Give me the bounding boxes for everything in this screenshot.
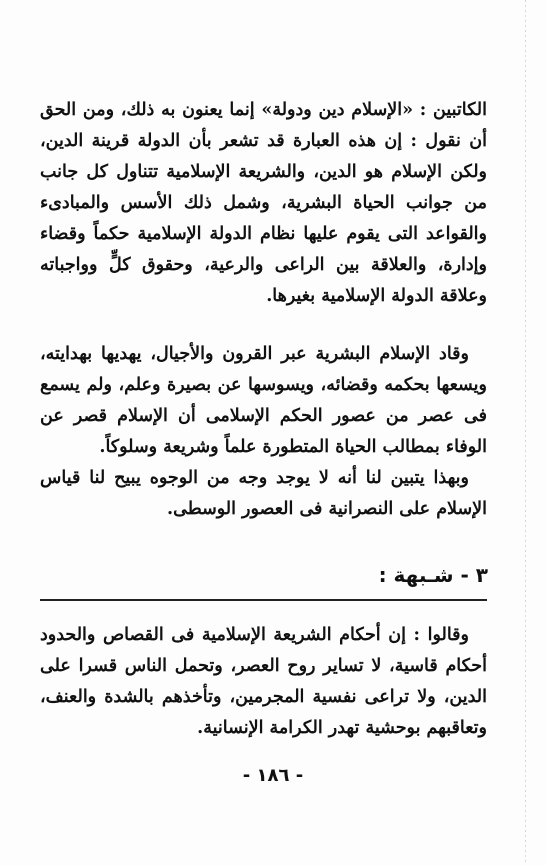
paragraph-2: وقاد الإسلام البشرية عبر القرون والأجيال، يهديها بهدايته، ويسعها بحكمه وقضائه، ويسوسها عن بصيرة وعلم، ولم يسمع فى عصر من عصور الحكم الإسلامى أن الإسلام قصر عن الوفاء بمطالب الحياة المتطورة علماً وشريعة وسلوكاً.: [40, 344, 487, 457]
heading-underline: [40, 599, 487, 601]
paragraph-4: وقالوا : إن أحكام الشريعة الإسلامية فى القصاص والحدود أحكام قاسية، لا تساير روح العصر، وتحمل الناس قسرا على الدين، ولا تراعى نفسية المجرمين، وتأخذهم بالشدة والعنف، وتعاقبهم بوحشية تهدر الكرامة الإنسانية.: [40, 625, 487, 738]
text-block-2: [40, 339, 487, 463]
scan-edge-line: [525, 0, 526, 865]
page-number: - ١٨٦ -: [242, 765, 304, 786]
text-block-4: [40, 620, 487, 744]
text-block-1: [40, 95, 487, 312]
paragraph-3: وبهذا يتبين لنا أنه لا يوجد وجه من الوجوه يبيح لنا قياس الإسلام على النصرانية فى العصور الوسطى.: [40, 468, 487, 519]
section-heading: ٣ - شـبهة :: [378, 563, 488, 587]
paragraph-1: الكاتبين : «الإسلام دين ودولة» إنما يعنون به ذلك، ومن الحق أن نقول : إن هذه العبارة قد تشعر بأن الدولة قرينة الدين، ولكن الإسلام هو الدين، والشريعة الإسلامية تتناول كل جانب من جوانب الحياة البشرية، وشمل ذلك الأسس والمبادىء والقواعد التى يقوم عليها نظام الدولة الإسلامية حكماً وقضاء وإدارة، والعلاقة بين الراعى والرعية، وحقوق كلٍّ وواجباته وعلاقة الدولة الإسلامية بغيرها.: [40, 100, 487, 306]
text-block-3: [40, 463, 487, 525]
